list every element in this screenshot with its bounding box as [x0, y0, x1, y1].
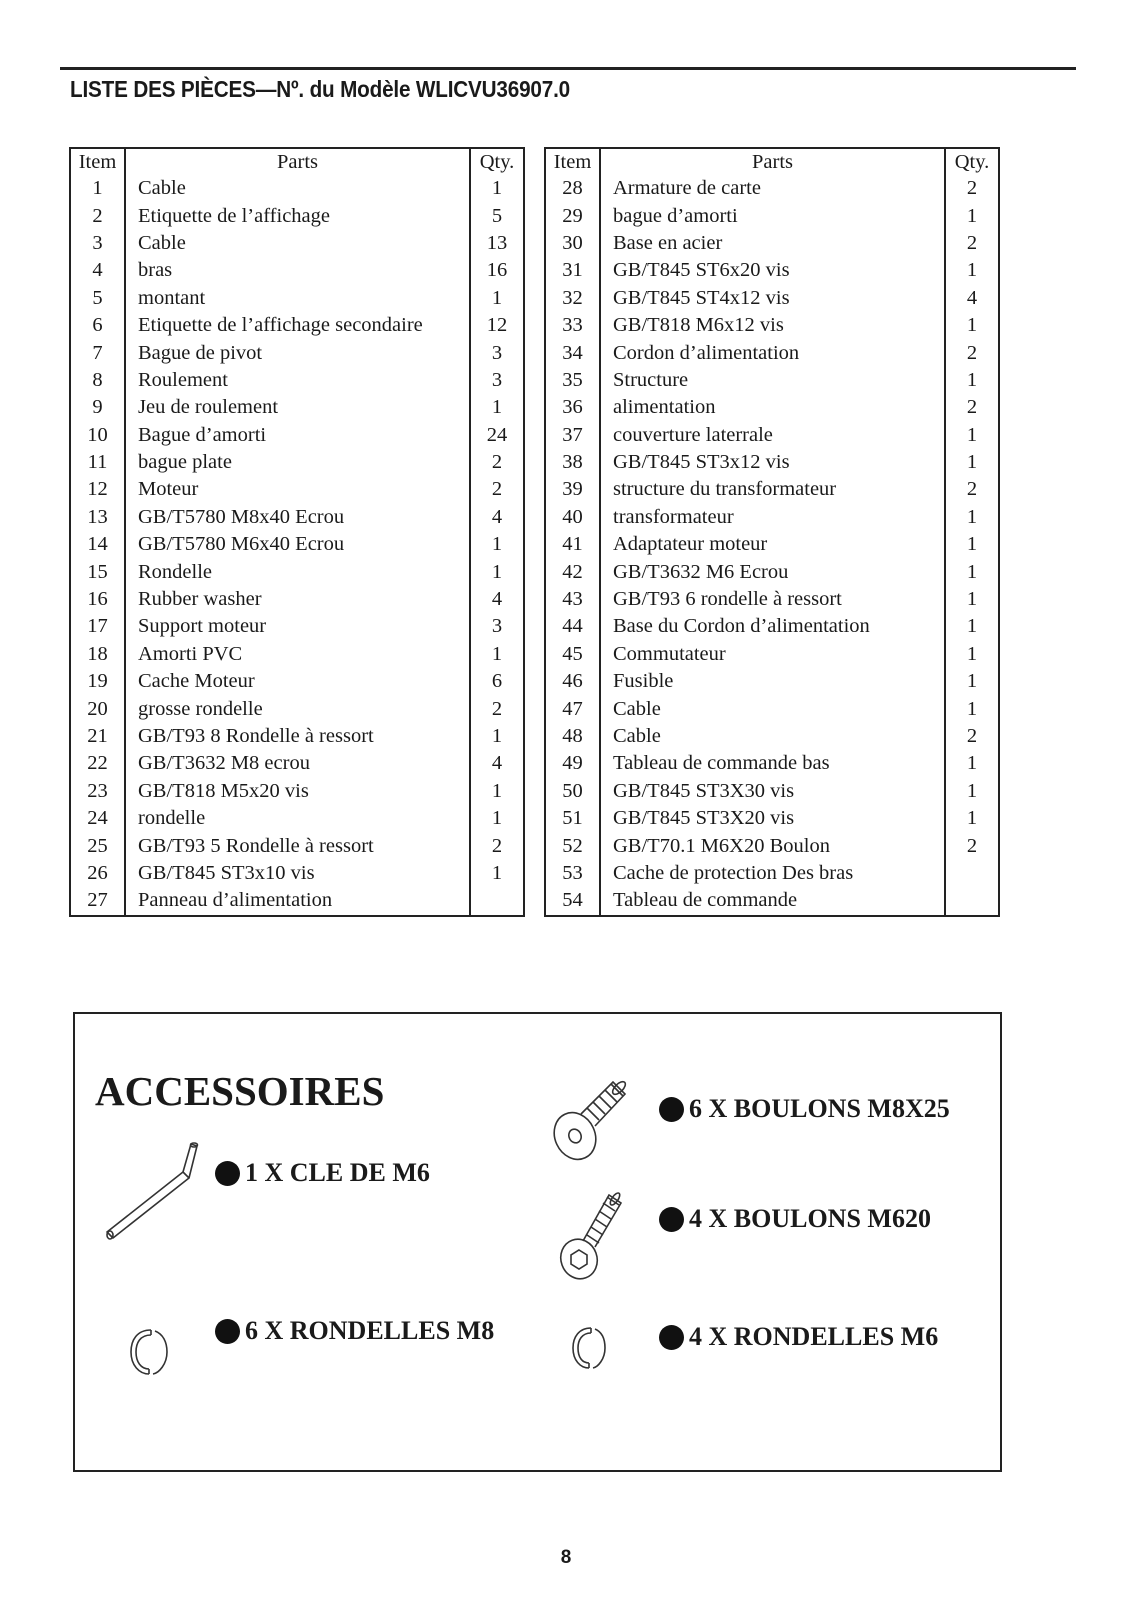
part-name: alimentation	[600, 394, 945, 421]
part-name: GB/T70.1 M6X20 Boulon	[600, 832, 945, 859]
table-row	[545, 312, 999, 339]
part-name: montant	[125, 285, 470, 312]
table-row	[70, 668, 524, 695]
part-name: GB/T3632 M6 Ecrou	[600, 558, 945, 585]
bolts-m620-label	[659, 1204, 931, 1234]
item-number: 45	[545, 641, 600, 668]
item-number: 49	[545, 750, 600, 777]
part-qty: 1	[966, 560, 978, 583]
part-name: GB/T5780 M6x40 Ecrou	[125, 531, 470, 558]
table-row	[545, 531, 999, 558]
item-number: 39	[545, 476, 600, 503]
bolts-m620-text: 4 X BOULONS M620	[689, 1204, 931, 1233]
top-rule	[60, 67, 1076, 70]
item-number: 31	[545, 257, 600, 284]
part-name: bras	[125, 257, 470, 284]
part-name: Fusible	[600, 668, 945, 695]
part-qty	[945, 860, 999, 887]
page-number: 8	[560, 1547, 572, 1568]
table-row	[545, 394, 999, 421]
item-number: 40	[545, 504, 600, 531]
part-qty: 3	[491, 368, 503, 391]
bullet-icon	[659, 1097, 684, 1122]
part-qty: 1	[966, 752, 978, 775]
item-number: 23	[70, 778, 125, 805]
part-name: Cable	[600, 695, 945, 722]
item-number: 19	[70, 668, 125, 695]
item-number: 13	[70, 504, 125, 531]
part-name: Moteur	[125, 476, 470, 503]
table-row	[70, 778, 524, 805]
item-number: 3	[70, 230, 125, 257]
part-name: Cordon d’alimentation	[600, 339, 945, 366]
part-name: Rondelle	[125, 558, 470, 585]
part-name: Bague de pivot	[125, 339, 470, 366]
part-name: GB/T845 ST4x12 vis	[600, 285, 945, 312]
table-row	[70, 695, 524, 722]
table-row	[70, 504, 524, 531]
washer-m6-icon	[569, 1324, 609, 1372]
item-number: 30	[545, 230, 600, 257]
table-row	[545, 778, 999, 805]
part-qty: 2	[966, 725, 978, 747]
part-qty: 1	[966, 368, 978, 391]
allen-key-text: 1 X CLE DE M6	[245, 1158, 430, 1187]
part-name: GB/T845 ST3x12 vis	[600, 449, 945, 476]
item-number: 35	[545, 367, 600, 394]
part-qty: 1	[966, 423, 978, 446]
table-row	[70, 449, 524, 476]
item-number: 15	[70, 558, 125, 585]
table-row	[545, 175, 999, 202]
part-name: Tableau de commande	[600, 887, 945, 915]
part-qty: 1	[966, 642, 978, 665]
washer-m8-icon	[127, 1326, 171, 1378]
part-name: Amorti PVC	[125, 641, 470, 668]
part-name: Etiquette de l’affichage secondaire	[125, 312, 470, 339]
allen-key-icon	[103, 1134, 203, 1244]
table-row	[70, 202, 524, 229]
part-name: grosse rondelle	[125, 695, 470, 722]
accessories-title: ACCESSOIRES	[95, 1068, 385, 1114]
item-number: 41	[545, 531, 600, 558]
item-number: 18	[70, 641, 125, 668]
table-row	[545, 695, 999, 722]
part-name: GB/T93 6 rondelle à ressort	[600, 586, 945, 613]
part-qty: 4	[966, 286, 978, 309]
item-number: 52	[545, 832, 600, 859]
part-qty: 1	[966, 807, 978, 830]
part-qty: 2	[966, 834, 978, 857]
part-qty: 1	[491, 642, 503, 665]
allen-key-label	[215, 1158, 430, 1188]
table-row	[545, 832, 999, 859]
part-qty: 2	[491, 451, 503, 474]
table-row	[70, 257, 524, 284]
part-name: couverture laterrale	[600, 422, 945, 449]
part-qty: 1	[966, 314, 978, 337]
part-qty: 1	[966, 697, 978, 720]
part-qty: 2	[966, 478, 978, 501]
item-number: 47	[545, 695, 600, 722]
item-number: 26	[70, 860, 125, 887]
table-row	[545, 367, 999, 394]
part-qty: 2	[966, 396, 978, 419]
part-name: GB/T3632 M8 ecrou	[125, 750, 470, 777]
table-row	[545, 887, 999, 915]
part-qty: 1	[966, 615, 978, 638]
table-row	[545, 449, 999, 476]
bolts-m8x25-text: 6 X BOULONS M8X25	[689, 1094, 950, 1123]
item-number: 27	[70, 887, 125, 915]
part-qty: 2	[491, 834, 503, 857]
part-name: Cable	[125, 230, 470, 257]
part-name: structure du transformateur	[600, 476, 945, 503]
bolts-m8x25-label	[659, 1094, 950, 1124]
part-name: GB/T845 ST3X20 vis	[600, 805, 945, 832]
part-name: GB/T818 M5x20 vis	[125, 778, 470, 805]
table-row	[70, 285, 524, 312]
table-row	[70, 422, 524, 449]
table-row	[70, 723, 524, 750]
header-qty: Qty.	[479, 151, 515, 173]
part-name: Armature de carte	[600, 175, 945, 202]
part-name: Cache de protection Des bras	[600, 860, 945, 887]
part-qty: 1	[491, 725, 503, 747]
table-row	[545, 476, 999, 503]
part-qty: 2	[966, 177, 978, 200]
item-number: 44	[545, 613, 600, 640]
table-row	[545, 422, 999, 449]
parts-table-left	[69, 147, 525, 917]
item-number: 8	[70, 367, 125, 394]
item-number: 54	[545, 887, 600, 915]
table-row	[545, 723, 999, 750]
item-number: 22	[70, 750, 125, 777]
part-qty	[470, 887, 524, 915]
part-qty: 2	[966, 231, 978, 254]
item-number: 9	[70, 394, 125, 421]
table-header-row	[70, 148, 524, 175]
table-row	[545, 285, 999, 312]
part-qty: 1	[491, 779, 503, 802]
item-number: 17	[70, 613, 125, 640]
header-item: Item	[70, 148, 125, 175]
item-number: 28	[545, 175, 600, 202]
item-number: 11	[70, 449, 125, 476]
item-number: 25	[70, 832, 125, 859]
part-name: Rubber washer	[125, 586, 470, 613]
table-row	[545, 339, 999, 366]
table-row	[545, 230, 999, 257]
table-row	[70, 586, 524, 613]
item-number: 53	[545, 860, 600, 887]
part-name: Jeu de roulement	[125, 394, 470, 421]
part-name: Base du Cordon d’alimentation	[600, 613, 945, 640]
table-row	[70, 339, 524, 366]
table-row	[70, 367, 524, 394]
item-number: 4	[70, 257, 125, 284]
bullet-icon	[215, 1161, 240, 1186]
part-name: bague plate	[125, 449, 470, 476]
part-qty: 6	[491, 670, 503, 693]
part-qty: 1	[491, 560, 503, 583]
table-row	[70, 641, 524, 668]
part-qty: 2	[966, 341, 978, 364]
table-row	[70, 312, 524, 339]
table-row	[70, 887, 524, 915]
part-name: Tableau de commande bas	[600, 750, 945, 777]
part-name: GB/T818 M6x12 vis	[600, 312, 945, 339]
table-row	[545, 750, 999, 777]
table-row	[70, 805, 524, 832]
part-qty: 2	[491, 478, 503, 501]
table-header-row	[545, 148, 999, 175]
part-name: GB/T845 ST3x10 vis	[125, 860, 470, 887]
part-qty: 1	[491, 861, 503, 884]
item-number: 43	[545, 586, 600, 613]
item-number: 33	[545, 312, 600, 339]
part-qty: 1	[966, 505, 978, 528]
part-name: GB/T5780 M8x40 Ecrou	[125, 504, 470, 531]
part-qty: 1	[966, 451, 978, 474]
item-number: 12	[70, 476, 125, 503]
part-qty: 4	[491, 588, 503, 611]
part-name: GB/T845 ST3X30 vis	[600, 778, 945, 805]
part-qty: 1	[491, 533, 503, 556]
table-row	[545, 202, 999, 229]
bolt-m8x25-icon	[551, 1064, 641, 1164]
table-row	[70, 531, 524, 558]
part-qty: 1	[966, 533, 978, 556]
bolt-m620-icon	[557, 1179, 637, 1289]
part-qty: 1	[966, 204, 978, 227]
item-number: 10	[70, 422, 125, 449]
part-qty: 3	[491, 615, 503, 638]
item-number: 20	[70, 695, 125, 722]
part-qty: 1	[966, 259, 978, 282]
part-qty: 1	[491, 396, 503, 419]
washers-m8-text: 6 X RONDELLES M8	[245, 1316, 495, 1345]
item-number: 14	[70, 531, 125, 558]
item-number: 32	[545, 285, 600, 312]
table-row	[70, 476, 524, 503]
table-row	[545, 805, 999, 832]
bullet-icon	[215, 1319, 240, 1344]
item-number: 1	[70, 175, 125, 202]
part-name: rondelle	[125, 805, 470, 832]
part-name: Adaptateur moteur	[600, 531, 945, 558]
part-name: Support moteur	[125, 613, 470, 640]
table-row	[545, 586, 999, 613]
part-name: Cache Moteur	[125, 668, 470, 695]
table-row	[70, 750, 524, 777]
item-number: 50	[545, 778, 600, 805]
item-number: 46	[545, 668, 600, 695]
page-title: LISTE DES PIÈCES—Nº. du Modèle WLICVU36907.0	[70, 76, 571, 102]
item-number: 29	[545, 202, 600, 229]
item-number: 37	[545, 422, 600, 449]
table-row	[545, 613, 999, 640]
item-number: 16	[70, 586, 125, 613]
table-row	[70, 832, 524, 859]
table-row	[545, 668, 999, 695]
part-qty: 1	[491, 807, 503, 830]
item-number: 6	[70, 312, 125, 339]
part-qty: 1	[491, 286, 503, 309]
part-qty: 2	[491, 697, 503, 720]
part-name: Panneau d’alimentation	[125, 887, 470, 915]
part-name: Base en acier	[600, 230, 945, 257]
part-name: transformateur	[600, 504, 945, 531]
part-qty	[945, 887, 999, 915]
item-number: 38	[545, 449, 600, 476]
item-number: 36	[545, 394, 600, 421]
table-row	[70, 558, 524, 585]
part-qty: 5	[491, 204, 503, 227]
part-qty: 1	[966, 670, 978, 693]
table-row	[70, 860, 524, 887]
item-number: 7	[70, 339, 125, 366]
part-qty: 13	[486, 231, 508, 254]
header-parts: Parts	[600, 148, 945, 175]
part-name: Commutateur	[600, 641, 945, 668]
table-row	[545, 504, 999, 531]
bullet-icon	[659, 1207, 684, 1232]
washers-m8-label	[215, 1316, 494, 1346]
table-row	[70, 613, 524, 640]
washers-m6-label	[659, 1322, 938, 1352]
parts-table-right	[544, 147, 1000, 917]
part-qty: 16	[486, 259, 508, 282]
item-number: 21	[70, 723, 125, 750]
part-name: bague d’amorti	[600, 202, 945, 229]
bullet-icon	[659, 1325, 684, 1350]
item-number: 51	[545, 805, 600, 832]
part-qty: 12	[486, 314, 508, 337]
part-qty: 4	[491, 752, 503, 775]
part-name: GB/T93 8 Rondelle à ressort	[125, 723, 470, 750]
table-row	[70, 230, 524, 257]
part-qty: 1	[491, 177, 503, 200]
part-name: GB/T845 ST6x20 vis	[600, 257, 945, 284]
header-parts: Parts	[125, 148, 470, 175]
header-qty: Qty.	[954, 151, 990, 173]
item-number: 34	[545, 339, 600, 366]
part-name: GB/T93 5 Rondelle à ressort	[125, 832, 470, 859]
part-name: Bague d’amorti	[125, 422, 470, 449]
table-row	[545, 558, 999, 585]
item-number: 5	[70, 285, 125, 312]
table-row	[70, 175, 524, 202]
part-qty: 3	[491, 341, 503, 364]
part-qty: 24	[486, 423, 508, 446]
table-row	[545, 641, 999, 668]
table-row	[70, 394, 524, 421]
washers-m6-text: 4 X RONDELLES M6	[689, 1322, 939, 1351]
part-qty: 1	[966, 588, 978, 611]
table-row	[545, 257, 999, 284]
part-name: Etiquette de l’affichage	[125, 202, 470, 229]
accessories-box	[73, 1012, 1002, 1472]
part-qty: 4	[491, 505, 503, 528]
table-row	[545, 860, 999, 887]
item-number: 2	[70, 202, 125, 229]
item-number: 24	[70, 805, 125, 832]
item-number: 42	[545, 558, 600, 585]
part-name: Cable	[125, 175, 470, 202]
part-qty: 1	[966, 779, 978, 802]
part-name: Structure	[600, 367, 945, 394]
header-item: Item	[545, 148, 600, 175]
part-name: Cable	[600, 723, 945, 750]
item-number: 48	[545, 723, 600, 750]
part-name: Roulement	[125, 367, 470, 394]
